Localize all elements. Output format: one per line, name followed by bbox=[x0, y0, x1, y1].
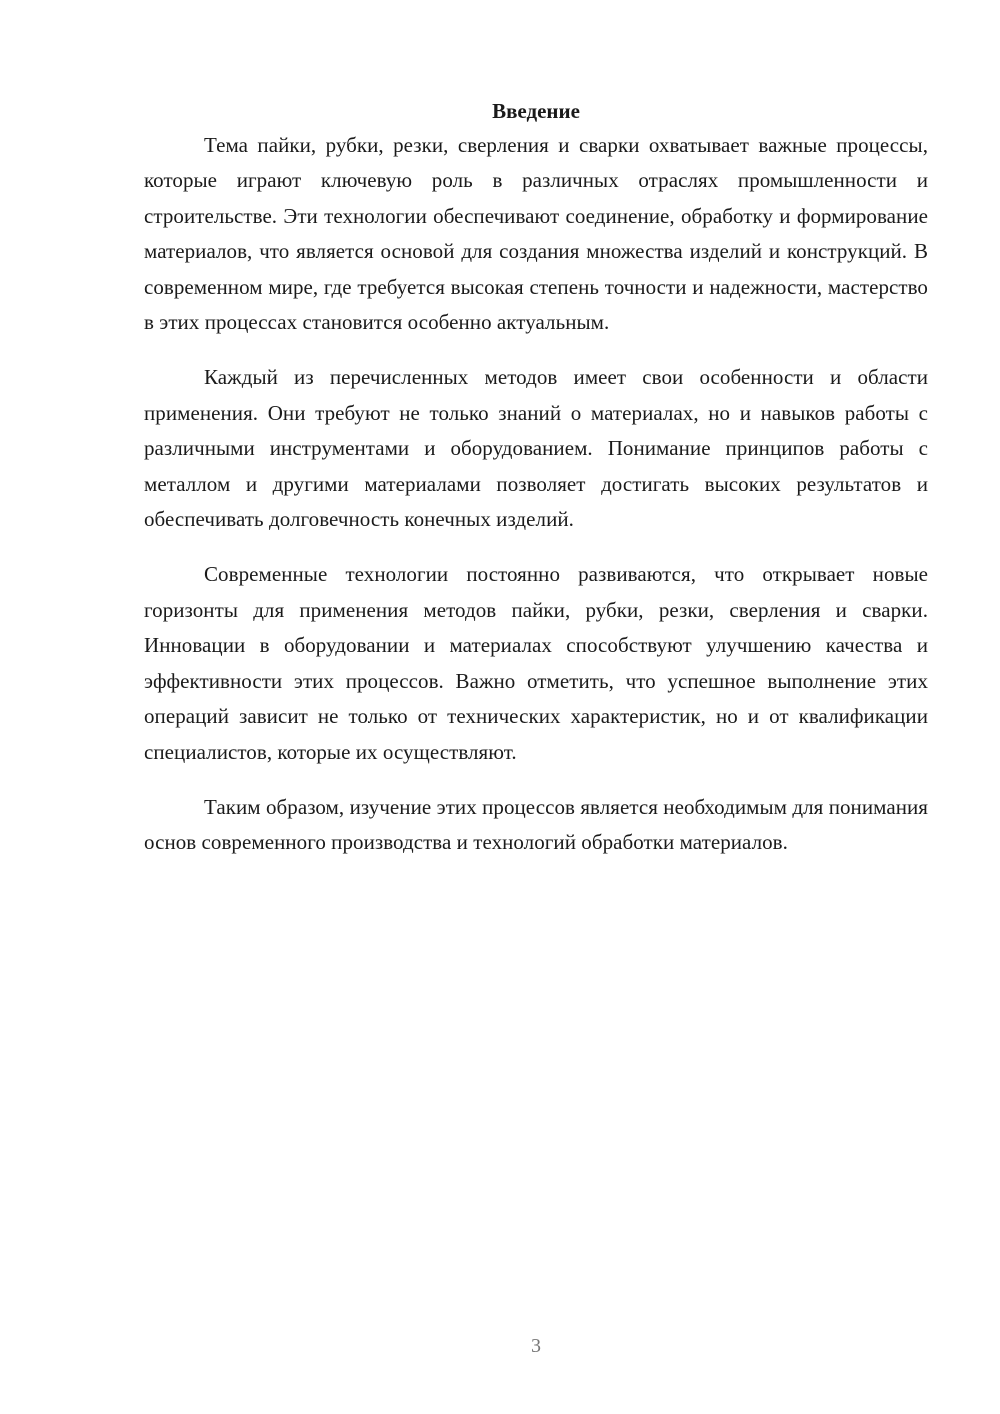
page-content bbox=[144, 96, 928, 861]
paragraph: Тема пайки, рубки, резки, сверления и сварки охватывает важные процессы, которые играют ключевую роль в различных отраслях промышленности и строительстве. Эти технологии обеспечивают соединение, обработку и формирование материалов, что является основой для создания множества изделий и конструкций. В современном мире, где требуется высокая степень точности и надежности, мастерство в этих процессах становится особенно актуальным. bbox=[144, 133, 928, 335]
paragraph: Каждый из перечисленных методов имеет свои особенности и области применения. Они требуют не только знаний о материалах, но и навыков работы с различными инструментами и оборудованием. Понимание принципов работы с металлом и другими материалами позволяет достигать высоких результатов и обеспечивать долговечность конечных изделий. bbox=[144, 365, 928, 532]
page-number: 3 bbox=[531, 1335, 541, 1357]
section-title: Введение bbox=[492, 99, 580, 123]
paragraph: Таким образом, изучение этих процессов является необходимым для понимания основ современного производства и технологий обработки материалов. bbox=[144, 794, 928, 855]
paragraph: Современные технологии постоянно развиваются, что открывает новые горизонты для применения методов пайки, рубки, резки, сверления и сварки. Инновации в оборудовании и материалах способствуют улучшению качества и эффективности этих процессов. Важно отметить, что успешное выполнение этих операций зависит не только от технических характеристик, но и от квалификации специалистов, которые их осуществляют. bbox=[144, 562, 928, 764]
